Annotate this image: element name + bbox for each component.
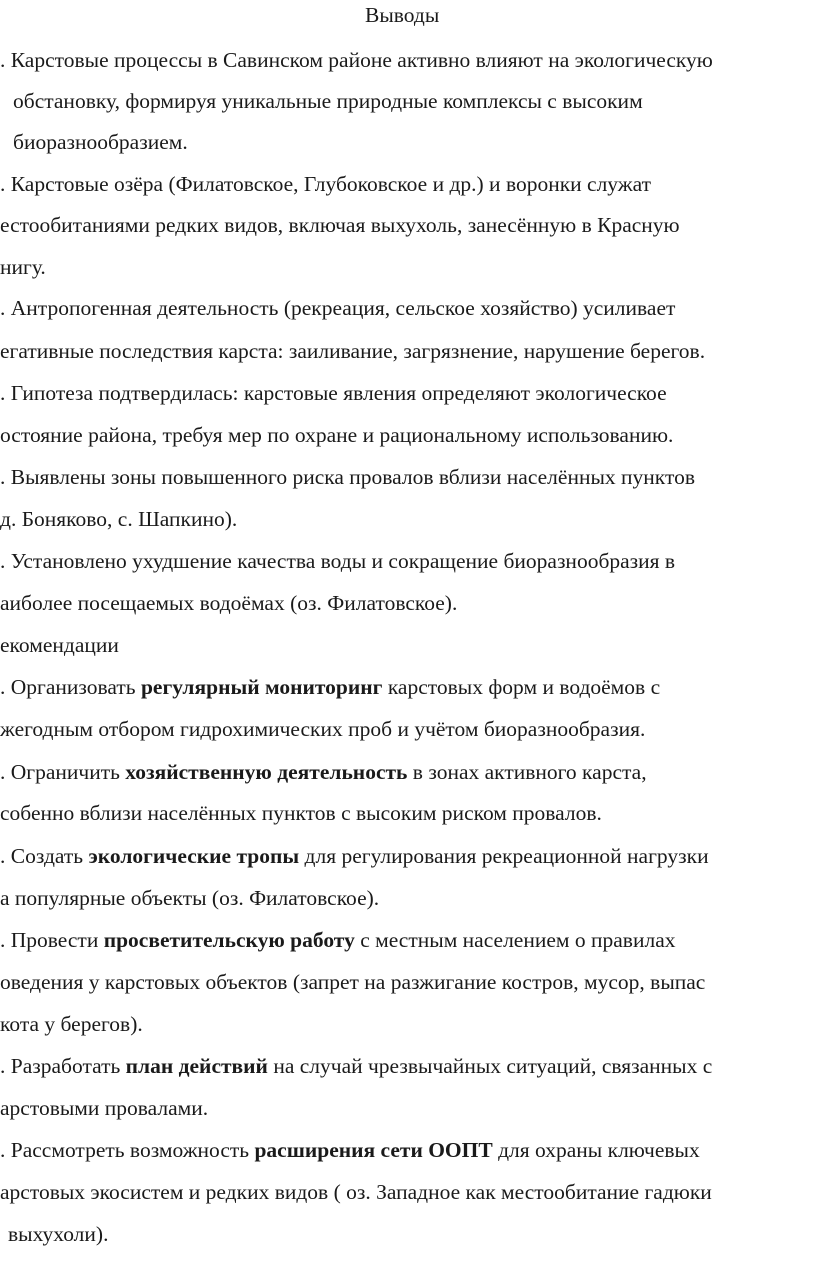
recommendation-1-prefix: . Организовать xyxy=(0,675,141,699)
conclusion-1-line-1: . Карстовые процессы в Савинском районе активно влияют на экологическую xyxy=(0,48,713,72)
conclusion-1-line-2: обстановку, формируя уникальные природные комплексы с высоким xyxy=(13,89,643,113)
conclusion-6-line-1: . Установлено ухудшение качества воды и сокращение биоразнообразия в xyxy=(0,549,676,573)
recommendation-2-prefix: . Ограничить xyxy=(0,760,126,784)
conclusion-3-line-2: егативные последствия карста: заиливание, загрязнение, нарушение берегов. xyxy=(0,339,706,363)
conclusion-2-line-2: естообитаниями редких видов, включая выхухоль, занесённую в Красную xyxy=(0,213,680,237)
recommendation-1-emphasis: регулярный мониторинг xyxy=(140,675,383,699)
recommendation-4-suffix: с местным населением о правилах xyxy=(354,928,676,952)
recommendation-5-suffix: на случай чрезвычайных ситуаций, связанных с xyxy=(267,1054,713,1078)
conclusion-5-line-2: д. Боняково, с. Шапкино). xyxy=(0,507,238,531)
recommendation-3-line-1 xyxy=(0,843,709,869)
recommendation-2-line-2: собенно вблизи населённых пунктов с высоким риском провалов. xyxy=(0,801,602,825)
recommendations-title: екомендации xyxy=(0,633,119,657)
conclusion-4-line-1: . Гипотеза подтвердилась: карстовые явления определяют экологическое xyxy=(0,381,667,405)
recommendation-4-line-1 xyxy=(0,927,675,953)
conclusion-1-line-3: биоразнообразием. xyxy=(13,130,188,154)
conclusion-5-line-1: . Выявлены зоны повышенного риска провалов вблизи населённых пунктов xyxy=(0,465,695,489)
recommendation-3-emphasis: экологические тропы xyxy=(88,844,300,868)
conclusion-4-line-2: остояние района, требуя мер по охране и рациональному использованию. xyxy=(0,423,674,447)
recommendation-2-emphasis: хозяйственную деятельность xyxy=(125,760,408,784)
recommendation-4-line-3: кота у берегов). xyxy=(0,1012,143,1036)
recommendation-1-line-2: жегодным отбором гидрохимических проб и учётом биоразнообразия. xyxy=(0,717,646,741)
recommendation-4-prefix: . Провести xyxy=(0,928,104,952)
recommendation-5-emphasis: план действий xyxy=(125,1054,268,1078)
recommendation-3-line-2: а популярные объекты (оз. Филатовское). xyxy=(0,886,380,910)
recommendation-4-line-2: оведения у карстовых объектов (запрет на разжигание костров, мусор, выпас xyxy=(0,970,706,994)
conclusion-2-line-3: нигу. xyxy=(0,255,46,279)
recommendation-6-line-3: выхухоли). xyxy=(8,1222,109,1246)
conclusion-6-line-2: аиболее посещаемых водоёмах (оз. Филатовское). xyxy=(0,591,458,615)
recommendation-1-suffix: карстовых форм и водоёмов с xyxy=(382,675,661,699)
conclusion-2-line-1: . Карстовые озёра (Филатовское, Глубоковское и др.) и воронки служат xyxy=(0,172,652,196)
recommendation-2-line-1 xyxy=(0,759,647,785)
recommendation-5-line-2: арстовыми провалами. xyxy=(0,1096,209,1120)
recommendation-6-emphasis: расширения сети ООПТ xyxy=(254,1138,493,1162)
conclusion-3-line-1: . Антропогенная деятельность (рекреация, сельское хозяйство) усиливает xyxy=(0,296,676,320)
recommendation-6-line-2: арстовых экосистем и редких видов ( оз. Западное как местообитание гадюки xyxy=(0,1180,712,1204)
recommendation-6-prefix: . Рассмотреть возможность xyxy=(0,1138,255,1162)
recommendation-5-line-1 xyxy=(0,1053,712,1079)
recommendation-3-prefix: . Создать xyxy=(0,844,89,868)
recommendation-6-suffix: для охраны ключевых xyxy=(492,1138,700,1162)
recommendation-6-line-1 xyxy=(0,1137,700,1163)
recommendation-4-emphasis: просветительскую работу xyxy=(103,928,355,952)
recommendation-3-suffix: для регулирования рекреационной нагрузки xyxy=(299,844,709,868)
conclusions-title: Выводы xyxy=(365,3,440,27)
recommendation-5-prefix: . Разработать xyxy=(0,1054,126,1078)
recommendation-1-line-1 xyxy=(0,674,660,700)
recommendation-2-suffix: в зонах активного карста, xyxy=(407,760,647,784)
